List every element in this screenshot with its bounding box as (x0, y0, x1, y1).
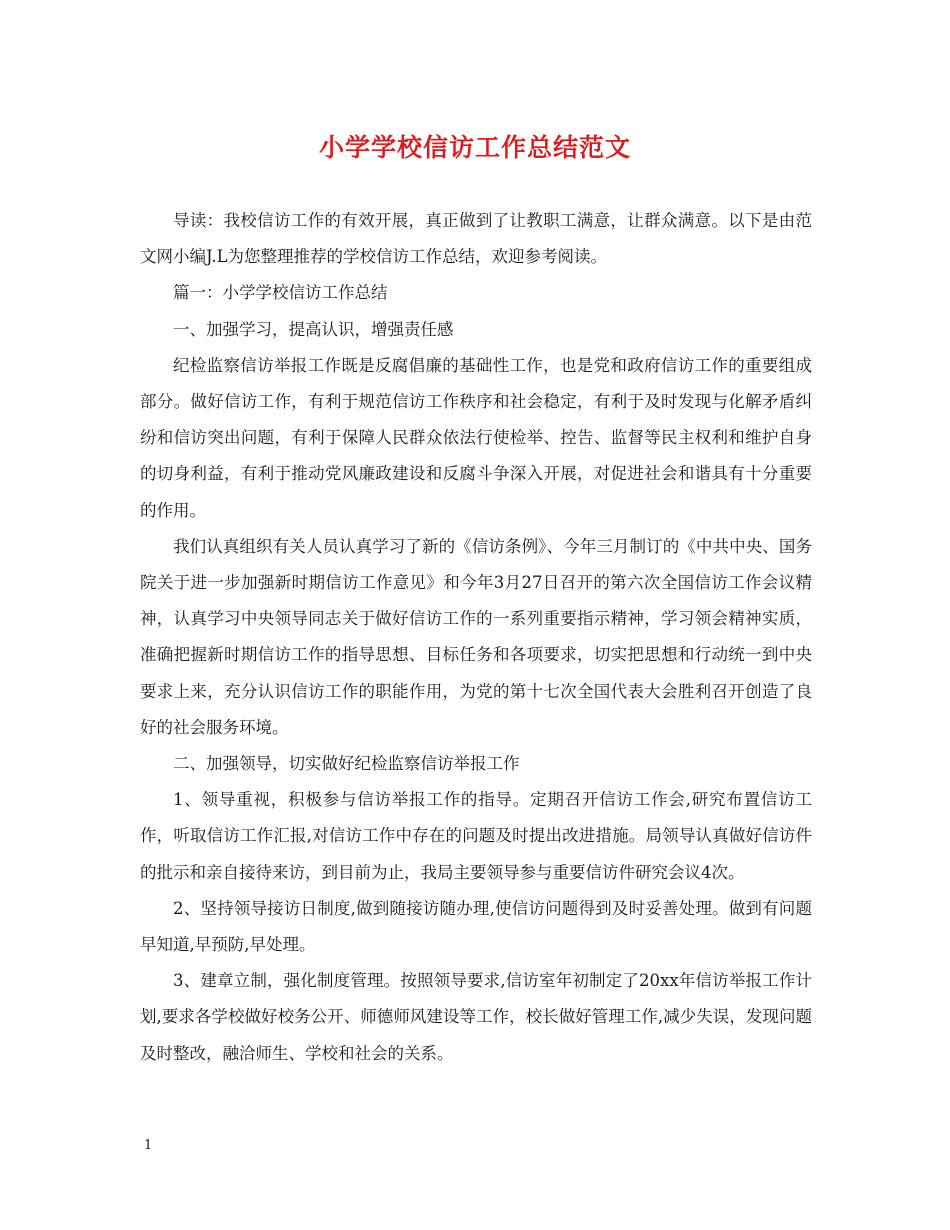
paragraph: 2、坚持领导接访日制度,做到随接访随办理,使信访问题得到及时妥善处理。做到有问题早知道,早预防,早处理。 (140, 898, 812, 955)
document-body (140, 203, 812, 1072)
paragraph: 我们认真组织有关人员认真学习了新的《信访条例》、今年三月制订的《中共中央、国务院关于进一步加强新时期信访工作意见》和今年3月27日召开的第六次全国信访工作会议精神，认真学习中央领导同志关于做好信访工作的一系列重要指示精神，学习领会精神实质，准确把握新时期信访工作的指导思想、目标任务和各项要求，切实把思想和行动统一到中央要求上来，充分认识信访工作的职能作用，为党的第十七次全国代表大会胜利召开创造了良好的社会服务环境。 (140, 536, 812, 737)
page-number: 1 (144, 1138, 153, 1153)
paragraph-section-heading-1: 一、加强学习，提高认识，增强责任感 (173, 319, 454, 339)
paragraph: 1、领导重视，积极参与信访举报工作的指导。定期召开信访工作会,研究布置信访工作，听取信访工作汇报,对信访工作中存在的问题及时提出改进措施。局领导认真做好信访件的批示和亲自接待来访，到目前为止，我局主要领导参与重要信访件研究会议4次。 (140, 790, 812, 882)
paragraph: 3、建章立制，强化制度管理。按照领导要求,信访室年初制定了20xx年信访举报工作计划,要求各学校做好校务公开、师德师风建设等工作，校长做好管理工作,减少失误，发现问题及时整改，融洽师生、学校和社会的关系。 (140, 971, 812, 1063)
document-title: 小学学校信访工作总结范文 (318, 133, 631, 162)
paragraph: 纪检监察信访举报工作既是反腐倡廉的基础性工作，也是党和政府信访工作的重要组成部分。做好信访工作，有利于规范信访工作秩序和社会稳定，有利于及时发现与化解矛盾纠纷和信访突出问题，有利于保障人民群众依法行使检举、控告、监督等民主权利和维护自身的切身利益，有利于推动党风廉政建设和反腐斗争深入开展，对促进社会和谐具有十分重要的作用。 (140, 355, 812, 520)
paragraph-part-heading: 篇一：小学学校信访工作总结 (173, 283, 388, 303)
paragraph-section-heading-2: 二、加强领导，切实做好纪检监察信访举报工作 (173, 754, 520, 774)
paragraph-intro: 导读：我校信访工作的有效开展，真正做到了让教职工满意，让群众满意。以下是由范文网小编J.L为您整理推荐的学校信访工作总结，欢迎参考阅读。 (140, 211, 812, 267)
